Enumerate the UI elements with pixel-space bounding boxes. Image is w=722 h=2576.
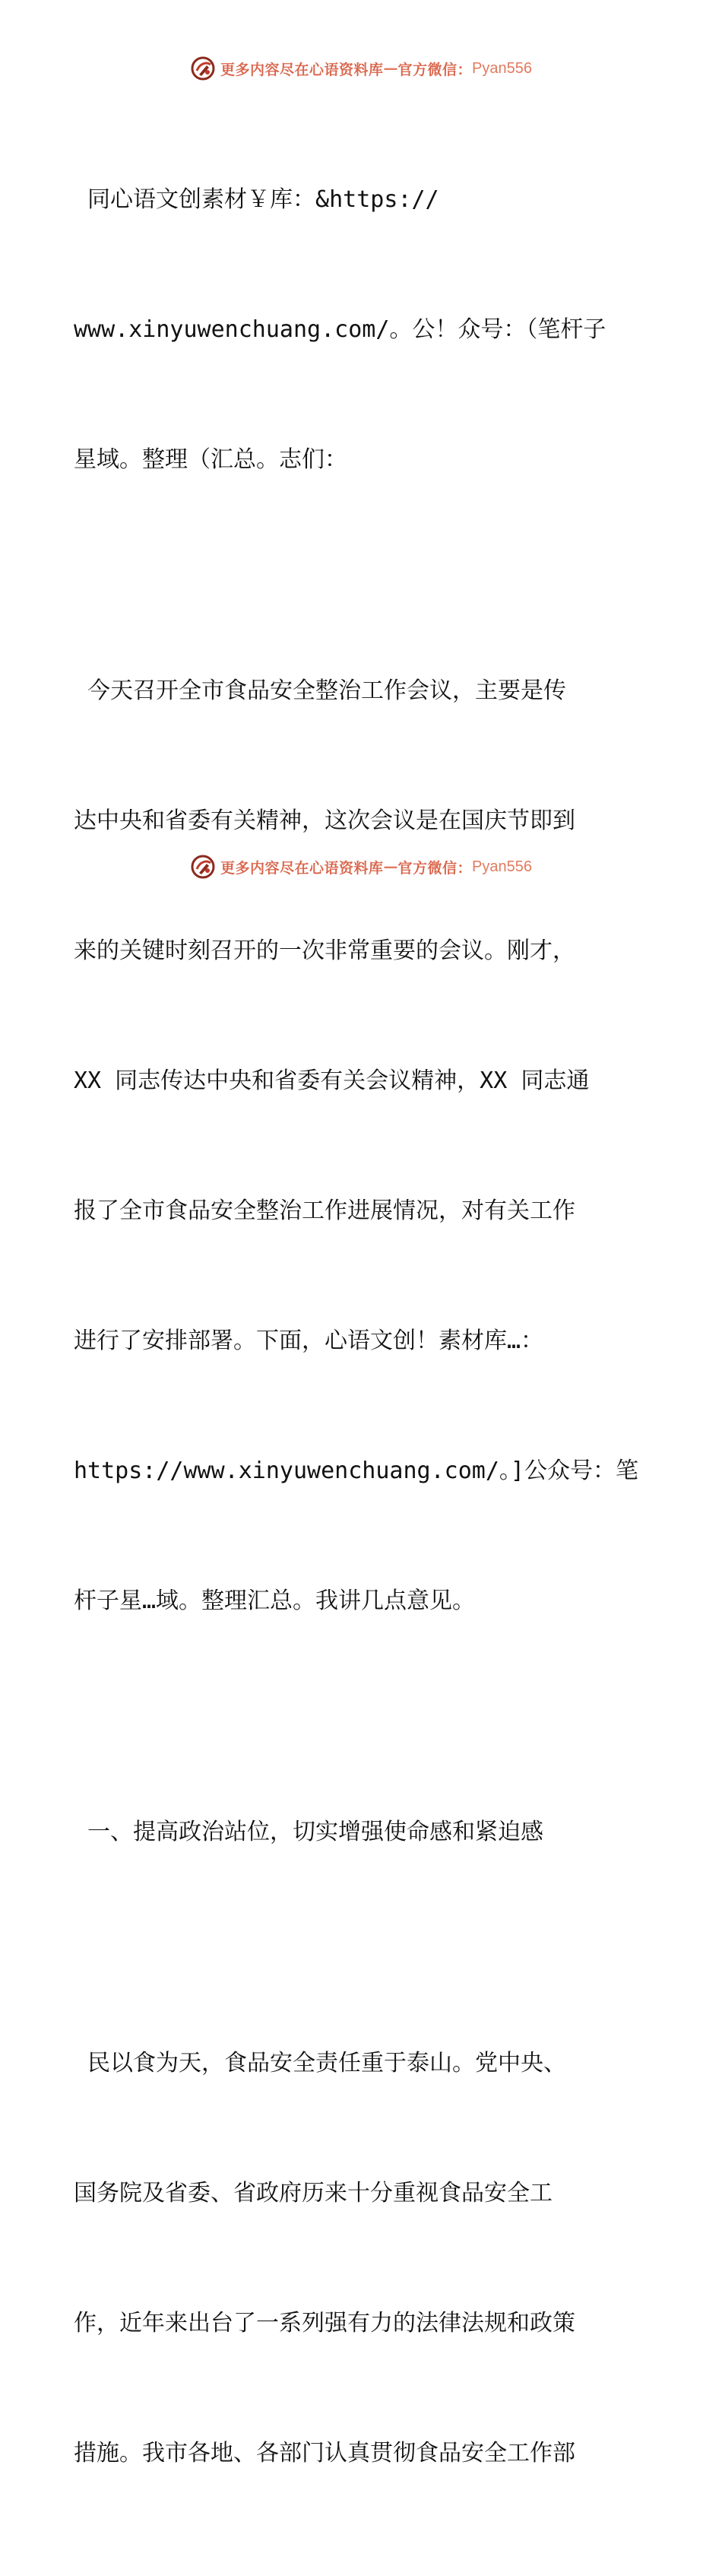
banner-separator: — [383, 858, 398, 875]
text-line: 国务院及省委、省政府历来十分重视食品安全工 [74, 2180, 553, 2206]
brand-logo-icon [190, 854, 216, 880]
brand-logo-icon [190, 56, 216, 81]
text-line: https://www.xinyuwenchuang.com/。]公众号：笔 [74, 1458, 638, 1484]
text-line: 星域。整理（汇总。志们： [74, 446, 347, 473]
text-line: 杆子星…域。整理汇总。我讲几点意见。 [74, 1588, 476, 1614]
section-heading [74, 1724, 648, 1940]
text-line: 报了全市食品安全整治工作进展情况，对有关工作 [74, 1198, 575, 1224]
text-line: 今天召开全市食品安全整治工作会议，主要是传 [74, 677, 567, 704]
banner-wechat-label: 官方微信： [397, 61, 473, 78]
banner-text: 更多内容尽在心语资料库 [220, 61, 384, 78]
text-line: 同心语文创素材￥库：&https:// [74, 186, 439, 213]
banner-separator: — [383, 60, 398, 77]
footer-banner [0, 852, 722, 882]
text-line: 作，近年来出台了一系列强有力的法律法规和政策 [74, 2310, 575, 2336]
document-body [74, 91, 648, 2576]
text-line: 民以食为天，食品安全责任重于泰山。党中央、 [74, 2050, 567, 2076]
text-line: 达中央和省委有关精神，这次会议是在国庆节即到 [74, 807, 575, 834]
paragraph-meeting [74, 582, 648, 1709]
banner-wechat-id: Pyan556 [472, 59, 532, 77]
text-line: 措施。我市各地、各部门认真贯彻食品安全工作部 [74, 2440, 575, 2467]
paragraph-food-safety [74, 1955, 648, 2562]
text-line: 来的关键时刻召开的一次非常重要的会议。刚才， [74, 937, 575, 964]
banner-text: 更多内容尽在心语资料库 [220, 859, 384, 877]
paragraph-intro [74, 91, 648, 568]
heading-line: 一、提高政治站位，切实增强使命感和紧迫感 [74, 1819, 544, 1845]
banner-wechat-label: 官方微信： [397, 859, 473, 877]
text-line: 进行了安排部署。下面，心语文创！素材库…： [74, 1328, 544, 1354]
header-banner [0, 53, 722, 84]
text-line: XX 同志传达中央和省委有关会议精神，XX 同志通 [74, 1068, 590, 1094]
text-line: www.xinyuwenchuang.com/。公！众号：（笔杆子 [74, 316, 606, 343]
banner-wechat-id: Pyan556 [472, 858, 532, 875]
